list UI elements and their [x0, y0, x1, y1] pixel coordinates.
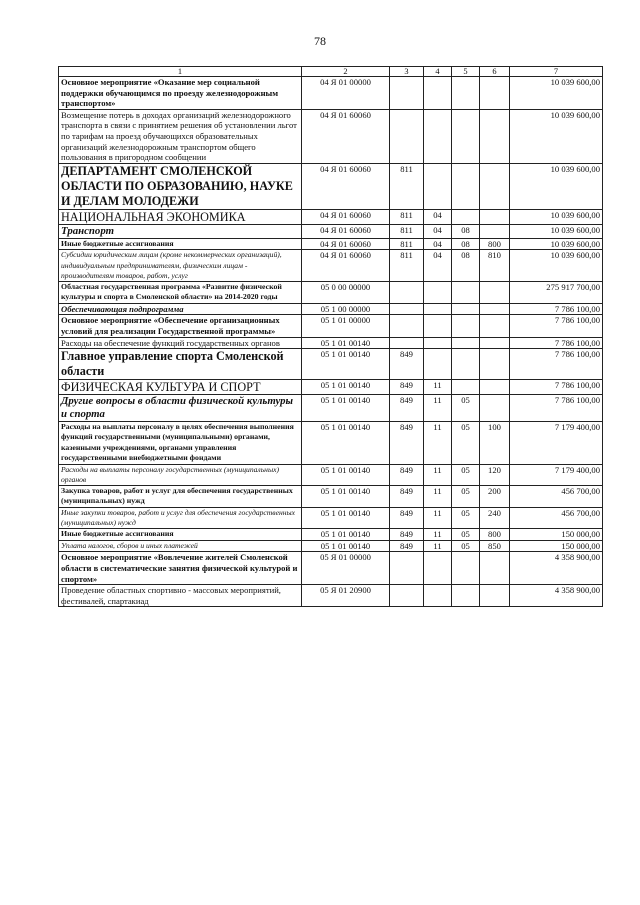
row-col3-cell: 811	[390, 209, 424, 224]
row-col5-cell: 05	[452, 464, 480, 485]
row-col5-cell	[452, 209, 480, 224]
table-row	[59, 109, 603, 163]
row-col4-cell	[424, 552, 452, 585]
table-row	[59, 552, 603, 585]
row-col5-cell	[452, 109, 480, 163]
row-name-cell: Областная государственная программа «Развитие физической культуры и спорта в Смоленской области» на 2014-2020 годы	[59, 281, 302, 303]
row-col6-cell: 240	[480, 507, 510, 528]
row-sum-cell: 10 039 600,00	[510, 238, 603, 250]
row-col4-cell: 11	[424, 464, 452, 485]
row-sum-cell: 10 039 600,00	[510, 250, 603, 282]
row-name-cell: Основное мероприятие «Вовлечение жителей Смоленской области в систематические занятия физической культурой и спортом»	[59, 552, 302, 585]
row-name-cell: Иные бюджетные ассигнования	[59, 529, 302, 541]
row-code-cell: 05 1 01 00140	[302, 540, 390, 552]
row-col5-cell	[452, 315, 480, 337]
table-row	[59, 540, 603, 552]
row-col4-cell: 11	[424, 485, 452, 507]
row-col6-cell	[480, 209, 510, 224]
row-col6-cell	[480, 395, 510, 422]
row-sum-cell: 7 786 100,00	[510, 315, 603, 337]
row-col4-cell: 11	[424, 529, 452, 541]
row-col5-cell	[452, 552, 480, 585]
header-cell-5: 5	[452, 67, 480, 77]
row-col6-cell: 800	[480, 529, 510, 541]
row-col5-cell	[452, 337, 480, 349]
row-col3-cell	[390, 281, 424, 303]
row-col5-cell	[452, 303, 480, 315]
row-sum-cell: 150 000,00	[510, 529, 603, 541]
row-sum-cell: 7 786 100,00	[510, 380, 603, 395]
header-row	[59, 67, 603, 77]
row-col3-cell	[390, 585, 424, 607]
row-name-cell: Уплата налогов, сборов и иных платежей	[59, 540, 302, 552]
row-col5-cell: 05	[452, 540, 480, 552]
row-col6-cell	[480, 380, 510, 395]
header-cell-1: 1	[59, 67, 302, 77]
table-row	[59, 250, 603, 282]
row-col3-cell: 811	[390, 250, 424, 282]
row-col6-cell: 850	[480, 540, 510, 552]
row-code-cell: 04 Я 01 60060	[302, 250, 390, 282]
row-col3-cell: 849	[390, 349, 424, 380]
row-code-cell: 05 1 01 00140	[302, 464, 390, 485]
table-row	[59, 349, 603, 380]
row-sum-cell: 4 358 900,00	[510, 585, 603, 607]
row-col4-cell: 11	[424, 507, 452, 528]
row-name-cell: Расходы на выплаты персоналу в целях обеспечения выполнения функций государственными (муниципальными) органами, казенными учреждениями, органами управления государственными внебюджетными фондами	[59, 421, 302, 464]
row-sum-cell: 150 000,00	[510, 540, 603, 552]
row-name-cell: Другие вопросы в области физической культуры и спорта	[59, 395, 302, 422]
row-col3-cell: 811	[390, 163, 424, 209]
page-number: 78	[314, 34, 326, 48]
table-row	[59, 395, 603, 422]
row-col6-cell	[480, 224, 510, 238]
row-col4-cell: 04	[424, 250, 452, 282]
row-name-cell: Закупка товаров, работ и услуг для обеспечения государственных (муниципальных) нужд	[59, 485, 302, 507]
row-col6-cell	[480, 315, 510, 337]
table-row	[59, 303, 603, 315]
row-col4-cell: 04	[424, 224, 452, 238]
row-code-cell: 05 1 01 00140	[302, 395, 390, 422]
table-row	[59, 209, 603, 224]
row-col3-cell: 849	[390, 395, 424, 422]
row-sum-cell: 10 039 600,00	[510, 77, 603, 110]
row-name-cell: Основное мероприятие «Обеспечение организационных условий для реализации Государственной программы»	[59, 315, 302, 337]
row-code-cell: 04 Я 01 60060	[302, 109, 390, 163]
row-col3-cell	[390, 77, 424, 110]
row-col6-cell	[480, 349, 510, 380]
table-row	[59, 163, 603, 209]
row-sum-cell: 456 700,00	[510, 485, 603, 507]
table-row	[59, 585, 603, 607]
row-code-cell: 05 Я 01 00000	[302, 552, 390, 585]
row-sum-cell: 10 039 600,00	[510, 163, 603, 209]
table-row	[59, 529, 603, 541]
row-code-cell: 04 Я 01 60060	[302, 209, 390, 224]
row-col5-cell: 08	[452, 238, 480, 250]
row-col4-cell: 04	[424, 238, 452, 250]
row-col3-cell	[390, 109, 424, 163]
row-sum-cell: 10 039 600,00	[510, 209, 603, 224]
table-row	[59, 507, 603, 528]
table-row	[59, 380, 603, 395]
row-code-cell: 05 1 01 00000	[302, 315, 390, 337]
row-sum-cell: 456 700,00	[510, 507, 603, 528]
row-col4-cell	[424, 337, 452, 349]
row-col3-cell: 811	[390, 238, 424, 250]
budget-table	[58, 66, 603, 607]
row-col3-cell: 849	[390, 421, 424, 464]
row-name-cell: Проведение областных спортивно - массовых мероприятий, фестивалей, спартакиад	[59, 585, 302, 607]
row-col6-cell: 120	[480, 464, 510, 485]
row-col5-cell	[452, 77, 480, 110]
row-col6-cell: 810	[480, 250, 510, 282]
table-row	[59, 77, 603, 110]
table-row	[59, 337, 603, 349]
row-col4-cell	[424, 349, 452, 380]
row-code-cell: 04 Я 01 00000	[302, 77, 390, 110]
header-cell-4: 4	[424, 67, 452, 77]
row-col4-cell	[424, 77, 452, 110]
row-code-cell: 05 1 01 00140	[302, 507, 390, 528]
row-code-cell: 05 1 01 00140	[302, 380, 390, 395]
row-code-cell: 04 Я 01 60060	[302, 224, 390, 238]
row-name-cell: Иные бюджетные ассигнования	[59, 238, 302, 250]
row-col3-cell	[390, 552, 424, 585]
row-col3-cell: 849	[390, 464, 424, 485]
row-col5-cell: 05	[452, 421, 480, 464]
row-sum-cell: 275 917 700,00	[510, 281, 603, 303]
row-col5-cell	[452, 585, 480, 607]
row-col5-cell	[452, 281, 480, 303]
header-cell-3: 3	[390, 67, 424, 77]
table-row	[59, 315, 603, 337]
row-name-cell: Возмещение потерь в доходах организаций железнодорожного транспорта в связи с принятием решения об установлении льгот по тарифам на проезд обучающихся образовательных организаций железнодорожным транспортом общего пользования в пригородном сообщении	[59, 109, 302, 163]
row-code-cell: 05 1 01 00140	[302, 485, 390, 507]
row-col6-cell	[480, 281, 510, 303]
row-col6-cell	[480, 109, 510, 163]
row-name-cell: Транспорт	[59, 224, 302, 238]
row-col5-cell: 05	[452, 485, 480, 507]
table-row	[59, 224, 603, 238]
row-sum-cell: 7 179 400,00	[510, 421, 603, 464]
header-cell-6: 6	[480, 67, 510, 77]
row-sum-cell: 7 786 100,00	[510, 337, 603, 349]
row-name-cell: Основное мероприятие «Оказание мер социальной поддержки обучающимся по проезду железнодорожным транспортом»	[59, 77, 302, 110]
row-name-cell: Обеспечивающая подпрограмма	[59, 303, 302, 315]
row-name-cell: Расходы на выплаты персоналу государственных (муниципальных) органов	[59, 464, 302, 485]
row-code-cell: 05 1 01 00140	[302, 337, 390, 349]
row-col4-cell: 11	[424, 395, 452, 422]
row-col5-cell: 05	[452, 507, 480, 528]
row-name-cell: НАЦИОНАЛЬНАЯ ЭКОНОМИКА	[59, 209, 302, 224]
row-code-cell: 04 Я 01 60060	[302, 163, 390, 209]
row-col3-cell	[390, 337, 424, 349]
header-cell-7: 7	[510, 67, 603, 77]
table-row	[59, 464, 603, 485]
row-col4-cell: 11	[424, 540, 452, 552]
row-col4-cell	[424, 281, 452, 303]
row-col5-cell: 05	[452, 529, 480, 541]
row-col6-cell	[480, 552, 510, 585]
row-code-cell: 05 0 00 00000	[302, 281, 390, 303]
table-row	[59, 238, 603, 250]
header-cell-2: 2	[302, 67, 390, 77]
row-name-cell: Субсидии юридическим лицам (кроме некоммерческих организаций), индивидуальным предпринимателям, физическим лицам - производителям товаров, работ, услуг	[59, 250, 302, 282]
row-col5-cell: 08	[452, 250, 480, 282]
table-row	[59, 485, 603, 507]
row-col3-cell: 811	[390, 224, 424, 238]
row-col3-cell: 849	[390, 540, 424, 552]
row-col6-cell	[480, 585, 510, 607]
row-col3-cell: 849	[390, 380, 424, 395]
row-code-cell: 05 1 01 00140	[302, 529, 390, 541]
row-col4-cell: 04	[424, 209, 452, 224]
row-name-cell: ФИЗИЧЕСКАЯ КУЛЬТУРА И СПОРТ	[59, 380, 302, 395]
row-col5-cell	[452, 349, 480, 380]
row-col6-cell: 800	[480, 238, 510, 250]
row-col3-cell: 849	[390, 485, 424, 507]
row-col5-cell: 05	[452, 395, 480, 422]
row-col3-cell	[390, 315, 424, 337]
row-col5-cell	[452, 380, 480, 395]
row-sum-cell: 10 039 600,00	[510, 109, 603, 163]
row-sum-cell: 10 039 600,00	[510, 224, 603, 238]
row-col5-cell: 08	[452, 224, 480, 238]
row-col5-cell	[452, 163, 480, 209]
row-name-cell: Иные закупки товаров, работ и услуг для обеспечения государственных (муниципальных) нужд	[59, 507, 302, 528]
row-col4-cell	[424, 585, 452, 607]
row-col6-cell: 200	[480, 485, 510, 507]
row-name-cell: Расходы на обеспечение функций государственных органов	[59, 337, 302, 349]
row-name-cell: Главное управление спорта Смоленской области	[59, 349, 302, 380]
row-col3-cell: 849	[390, 507, 424, 528]
table-row	[59, 281, 603, 303]
row-sum-cell: 4 358 900,00	[510, 552, 603, 585]
row-col4-cell	[424, 163, 452, 209]
row-col6-cell	[480, 77, 510, 110]
row-col6-cell: 100	[480, 421, 510, 464]
row-col4-cell	[424, 109, 452, 163]
row-sum-cell: 7 786 100,00	[510, 395, 603, 422]
row-col4-cell: 11	[424, 380, 452, 395]
row-col3-cell	[390, 303, 424, 315]
row-sum-cell: 7 786 100,00	[510, 349, 603, 380]
row-col3-cell: 849	[390, 529, 424, 541]
row-col6-cell	[480, 163, 510, 209]
row-col6-cell	[480, 337, 510, 349]
row-col4-cell	[424, 315, 452, 337]
row-col4-cell	[424, 303, 452, 315]
row-code-cell: 05 1 00 00000	[302, 303, 390, 315]
row-name-cell: ДЕПАРТАМЕНТ СМОЛЕНСКОЙ ОБЛАСТИ ПО ОБРАЗОВАНИЮ, НАУКЕ И ДЕЛАМ МОЛОДЕЖИ	[59, 163, 302, 209]
table-row	[59, 421, 603, 464]
row-col6-cell	[480, 303, 510, 315]
row-col4-cell: 11	[424, 421, 452, 464]
row-code-cell: 05 Я 01 20900	[302, 585, 390, 607]
row-code-cell: 05 1 01 00140	[302, 349, 390, 380]
row-sum-cell: 7 786 100,00	[510, 303, 603, 315]
row-sum-cell: 7 179 400,00	[510, 464, 603, 485]
row-code-cell: 05 1 01 00140	[302, 421, 390, 464]
row-code-cell: 04 Я 01 60060	[302, 238, 390, 250]
